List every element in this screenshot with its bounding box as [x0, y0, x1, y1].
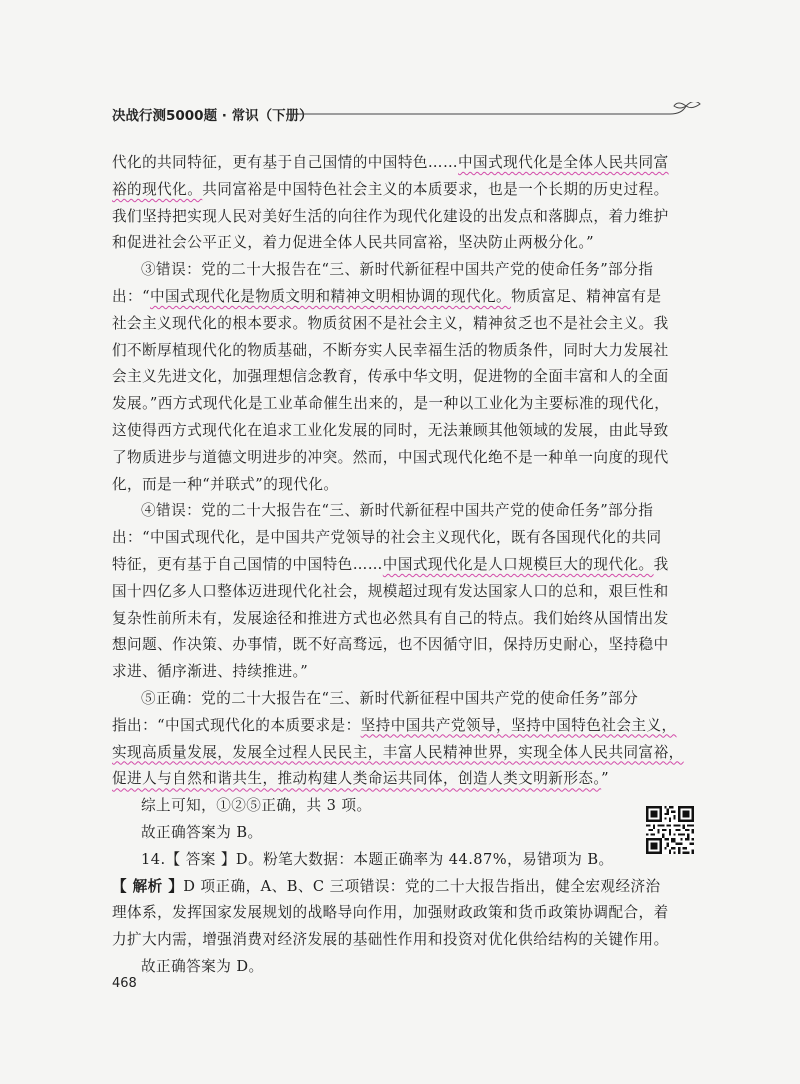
text-line: 这使得西方式现代化在追求工业化发展的同时，无法兼顾其他领域的发展，由此导致 [112, 421, 669, 439]
text-line: 想问题、作决策、办事情，既不好高骛远，也不因循守旧，保持历史耐心，坚持稳中 [112, 636, 669, 654]
text-line: 特征，更有基于自己国情的中国特色……中国式现代化是人口规模巨大的现代化。我 [112, 555, 669, 573]
option-3-explanation [112, 257, 670, 498]
text-line: 力扩大内需，增强消费对经济发展的基础性作用和投资对优化供给结构的关键作用。 [112, 931, 669, 949]
running-header [112, 102, 712, 126]
text-line: 【 解析 】D 项正确，A、B、C 三项错误：党的二十大报告指出，健全宏观经济治 [112, 877, 661, 895]
text-line: ⑤正确：党的二十大报告在“三、新时代新征程中国共产党的使命任务”部分 [141, 689, 639, 707]
text-line: 会主义先进文化，加强理想信念教育，传承中华文明，促进物的全面丰富和人的全面 [112, 368, 669, 386]
text-line: 和促进社会公平正义，着力促进全体人民共同富裕，坚决防止两极分化。” [112, 234, 595, 252]
answer-14: 故正确答案为 D。 [141, 957, 264, 975]
text-line: 们不断厚植现代化的物质基础，不断夯实人民幸福生活的物质条件，同时大力发展社 [112, 341, 669, 359]
text-line: ④错误：党的二十大报告在“三、新时代新征程中国共产党的使命任务”部分指 [141, 502, 654, 520]
summary-line: 综上可知，①②⑤正确，共 3 项。 [141, 797, 372, 815]
book-title: 决战行测5000题 · 常识（下册） [112, 108, 313, 124]
underline-highlight: 坚持中国共产党领导，坚持中国特色社会主义， [360, 716, 677, 734]
text-line [112, 740, 684, 767]
text-line: 发展。”西方式现代化是工业革命催生出来的，是一种以工业化为主要标准的现代化， [112, 395, 670, 413]
text-line: 裕的现代化。共同富裕是中国特色社会主义的本质要求，也是一个长期的历史过程。 [112, 180, 669, 198]
option-4-explanation [112, 498, 669, 686]
text-line: 社会主义现代化的根本要求。物质贫困不是社会主义，精神贫乏也不是社会主义。我 [112, 314, 669, 332]
text-line: 指出：“中国式现代化的本质要求是：坚持中国共产党领导，坚持中国特色社会主义， [112, 716, 677, 734]
underline-highlight: 中国式现代化是物质文明和精神文明相协调的现代化。 [150, 287, 512, 305]
text-line: 求进、循序渐进、持续推进。” [112, 663, 309, 681]
text-line: 促进人与自然和谐共生，推动构建人类命运共同体，创造人类文明新形态。” [112, 770, 610, 788]
sprout-icon [112, 102, 712, 126]
text-line: 我们坚持把实现人民对美好生活的向往作为现代化建设的出发点和落脚点，着力维护 [112, 207, 669, 225]
answer-14-head: 14.【 答案 】D。粉笔大数据：本题正确率为 44.87%，易错项为 B。 [141, 850, 614, 868]
text-line: ③错误：党的二十大报告在“三、新时代新征程中国共产党的使命任务”部分指 [141, 261, 654, 279]
text-line: 出：“中国式现代化是物质文明和精神文明相协调的现代化。物质富足、精神富有是 [112, 287, 662, 305]
underline-highlight: 中国式现代化是人口规模巨大的现代化。 [382, 555, 654, 573]
underline-highlight: 促进人与自然和谐共生，推动构建人类命运共同体，创造人类文明新形态。 [112, 770, 602, 788]
underline-highlight: 裕的现代化。 [112, 180, 203, 198]
text-line: 理体系，发挥国家发展规划的战略导向作用，加强财政政策和货币政策协调配合，着 [112, 904, 669, 922]
text-line: 复杂性前所未有，发展途径和推进方式也必然具有自己的特点。我们始终从国情出发 [112, 609, 669, 627]
text-line: 了物质进步与道德文明进步的冲突。然而，中国式现代化绝不是一种单一向度的现代 [112, 448, 669, 466]
text-line: 化，而是一种“并联式”的现代化。 [112, 475, 339, 493]
qr-code-icon [646, 806, 694, 854]
question-14-explanation [112, 847, 669, 981]
page-number: 468 [112, 976, 137, 991]
text-line: 代化的共同特征，更有基于自己国情的中国特色……中国式现代化是全体人民共同富 [112, 154, 669, 171]
text-line: 国十四亿多人口整体迈进现代化社会，规模超过现有发达国家人口的总和，艰巨性和 [112, 582, 669, 600]
option-5-explanation [112, 686, 684, 793]
analysis-label: 【 解析 】 [112, 877, 184, 895]
paragraph-continuation [112, 150, 669, 257]
page-body [112, 150, 684, 981]
answer-13: 故正确答案为 B。 [141, 823, 263, 841]
underline-highlight: 中国式现代化是全体人民共同富 [458, 154, 669, 171]
underline-highlight: 实现高质量发展，发展全过程人民民主，丰富人民精神世界，实现全体人民共同富裕， [112, 743, 684, 761]
text-line: 出：“中国式现代化，是中国共产党领导的社会主义现代化，既有各国现代化的共同 [112, 529, 662, 547]
